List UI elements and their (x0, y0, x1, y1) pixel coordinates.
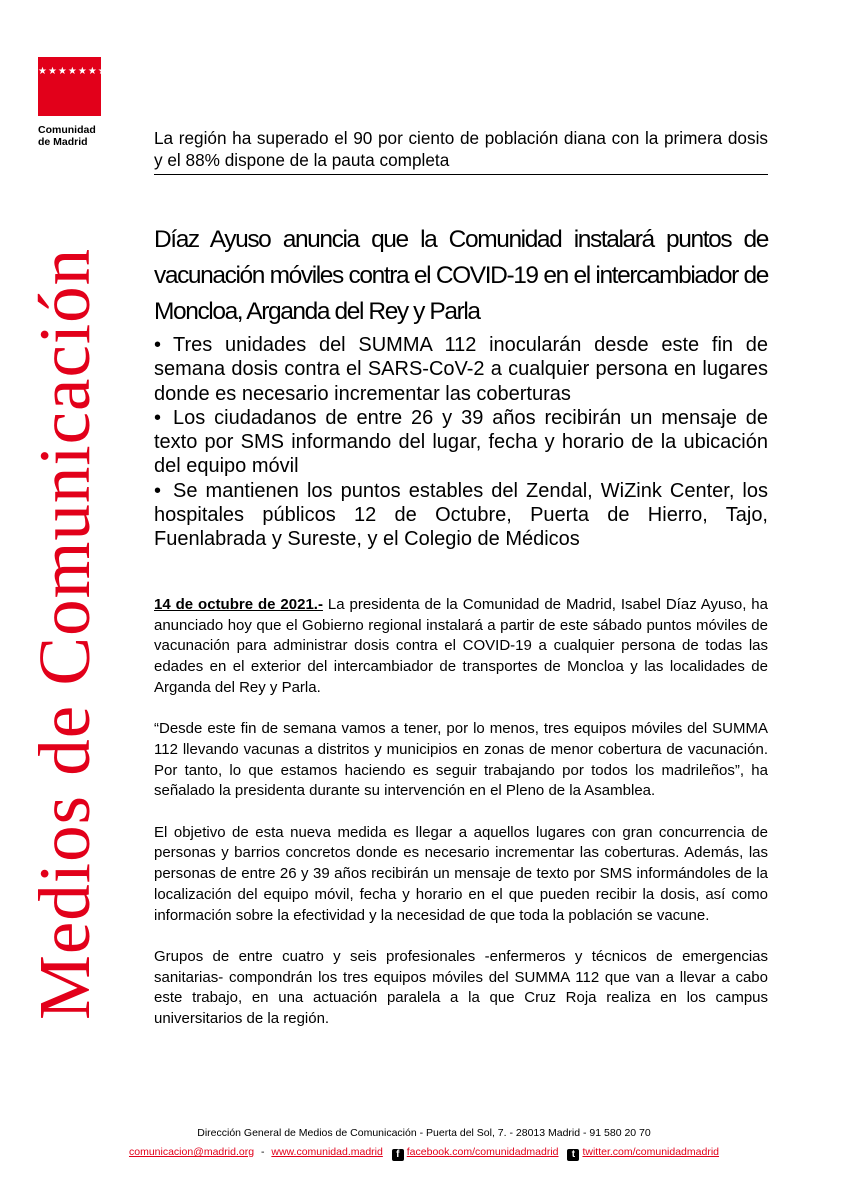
twitter-link[interactable]: twitter.com/comunidadmadrid (582, 1146, 719, 1158)
facebook-link[interactable]: facebook.com/comunidadmadrid (406, 1146, 559, 1158)
logo-line-1: Comunidad (38, 124, 96, 136)
subtitle: La región ha superado el 90 por ciento de población diana con la primera dosis y el 88% dispone de la pauta completa (154, 127, 768, 175)
paragraph-3: El objetivo de esta nueva medida es llegar a aquellos lugares con gran concurrencia de personas y barrios concretos donde es necesario incrementar las coberturas. Además, las personas de entre 26 y 39 años recibirán un mensaje de texto por SMS informándoles de la localización del equipo móvil, fecha y horario en el que pueden recibir la dosis, así como información sobre la efectividad y la necesidad de que toda la población se vacune. (154, 823, 768, 924)
stars-icon: ★★★★★★★ (38, 66, 108, 77)
bullet-icon: • (154, 334, 162, 356)
logo-text (38, 124, 96, 148)
sidebar-title: Medios de Comunicación (24, 247, 105, 1020)
bullet-item: • Los ciudadanos de entre 26 y 39 años recibirán un mensaje de texto por SMS informando del lugar, fecha y horario de la ubicación del equipo móvil (154, 406, 768, 478)
headline: Díaz Ayuso anuncia que la Comunidad instalará puntos de vacunación móviles contra el COVID-19 en el intercambiador de Moncloa, Arganda del Rey y Parla (154, 226, 768, 326)
paragraph-1: 14 de octubre de 2021.- La presidenta de la Comunidad de Madrid, Isabel Díaz Ayuso, ha anunciado hoy que el Gobierno regional instalará a partir de este sábado puntos móviles de vacunación para administrar dosis contra el COVID-19 a cualquier persona de todas las edades en el exterior del intercambiador de transportes de Moncloa y las localidades de Arganda del Rey y Parla. (154, 596, 768, 696)
comunidad-madrid-logo (38, 57, 108, 116)
bullet-item: • Tres unidades del SUMMA 112 inocularán desde este fin de semana dosis contra el SARS-CoV-2 a cualquier persona en lugares donde es necesario incrementar las coberturas (154, 334, 768, 405)
bullet-item: • Se mantienen los puntos estables del Zendal, WiZink Center, los hospitales públicos 12 de Octubre, Puerta de Hierro, Tajo, Fuenlabrada y Sureste, y el Colegio de Médicos (154, 479, 768, 551)
summary-bullets (154, 333, 768, 552)
logo-line-2: de Madrid (38, 136, 88, 148)
footer-separator: - (260, 1146, 265, 1158)
website-link[interactable]: www.comunidad.madrid (271, 1146, 383, 1158)
paragraph-4: Grupos de entre cuatro y seis profesionales -enfermeros y técnicos de emergencias sanitarias- compondrán los tres equipos móviles del SUMMA 112 que van a llevar a cabo este trabajo, en una actuación paralela a la que Cruz Roja realiza en los campus universitarios de la región. (154, 947, 768, 1028)
paragraph-2: “Desde este fin de semana vamos a tener, por lo menos, tres equipos móviles del SUMMA 112 llevando vacunas a distritos y municipios en zonas de menor cobertura de vacunación. Por tanto, lo que estamos haciendo es seguir trabajando por todos los madrileños”, ha señalado la presidenta durante su intervención en el Pleno de la Asamblea. (154, 720, 768, 800)
twitter-icon: t (567, 1149, 579, 1161)
dateline: 14 de octubre de 2021.- (154, 596, 323, 613)
article-body (154, 595, 768, 1050)
footer-links (0, 1145, 848, 1161)
footer-address: Dirección General de Medios de Comunicación - Puerta del Sol, 7. - 28013 Madrid - 91 580 20 70 (197, 1127, 651, 1139)
bullet-icon: • (154, 479, 162, 502)
facebook-icon: f (392, 1149, 404, 1161)
bullet-icon: • (154, 406, 162, 429)
email-link[interactable]: comunicacion@madrid.org (128, 1146, 255, 1158)
